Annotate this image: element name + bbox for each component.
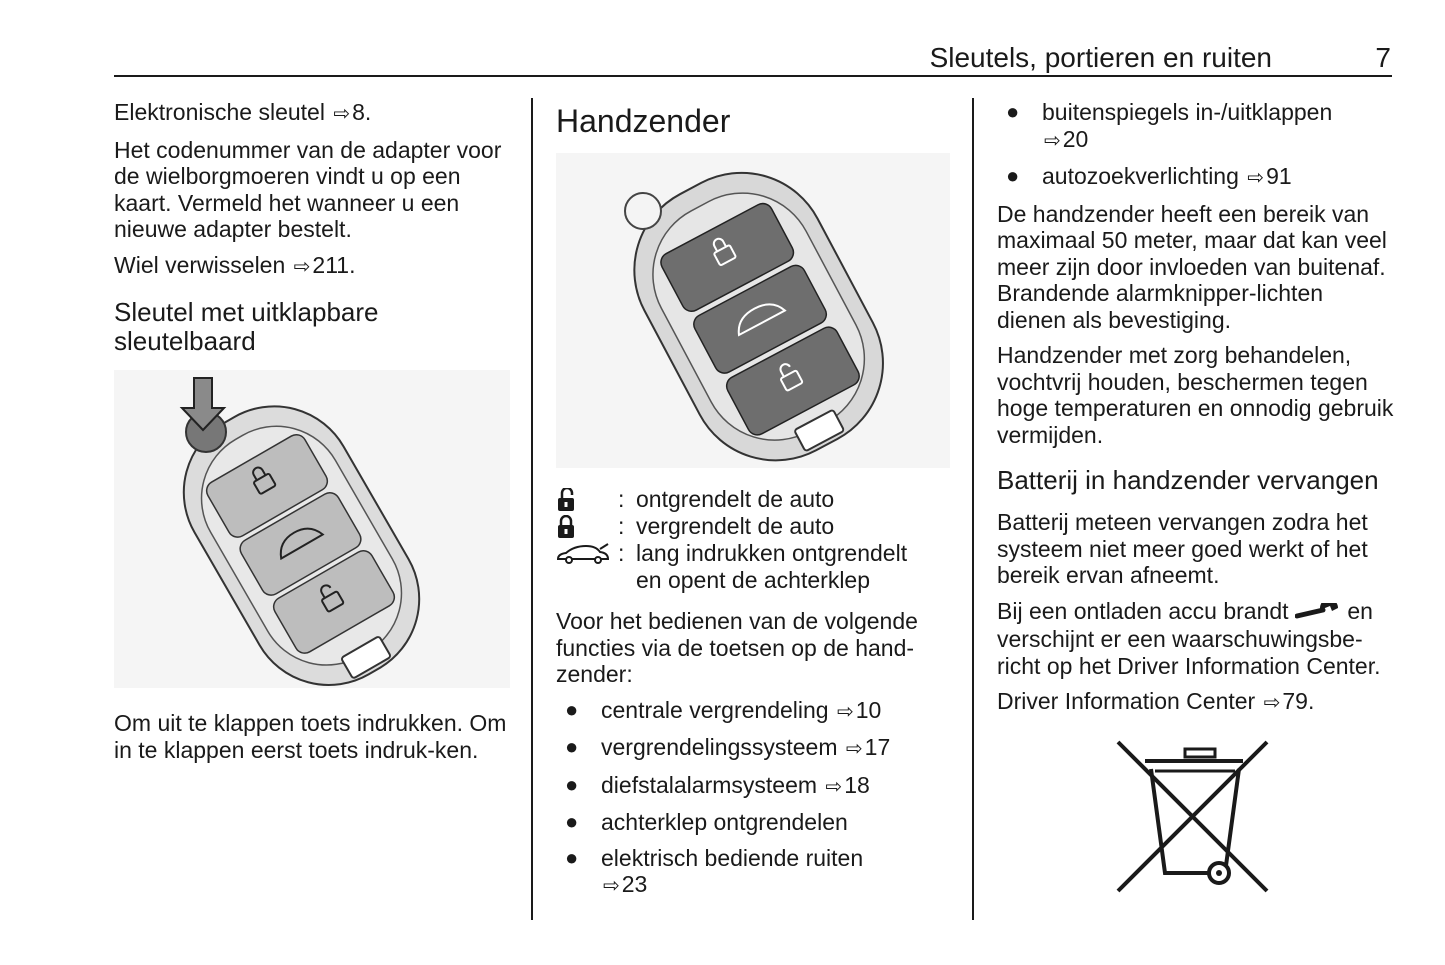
remote-control-illustration (556, 153, 950, 468)
column-2 (556, 99, 956, 909)
paragraph-battery-warning: Bij een ontladen accu brandt en verschijnt er een waarschuwingsbe-richt op het Driver Information Center. (997, 597, 1381, 679)
header-rule (114, 75, 1392, 77)
crossed-out-bin-icon (1115, 739, 1397, 903)
heading-folding-key: Sleutel met uitklapbare sleutelbaard (114, 297, 379, 356)
list-item: ● buitenspiegels in-/uitklappen ⇨20 (997, 99, 1397, 154)
paragraph-wheel-change: Wiel verwisselen ⇨211. (114, 252, 514, 281)
unlock-icon (556, 486, 618, 513)
figure-caption: Om uit te klappen toets indrukken. Om in te klappen eerst toets indruk-ken. (114, 710, 507, 763)
heading-battery-replacement: Batterij in handzender vervangen (997, 465, 1379, 495)
list-item: ● achterklep ontgrendelen (565, 809, 848, 835)
car-tailgate-icon (556, 540, 618, 567)
reference-arrow-icon: ⇨ (1263, 692, 1281, 714)
functions-list-continued (997, 99, 1397, 192)
bullet-icon: ● (1006, 99, 1020, 124)
bullet-icon: ● (565, 696, 579, 722)
legend-row: : lang indrukken ontgrendelt en opent de achterklep (556, 540, 956, 594)
reference-arrow-icon: ⇨ (1247, 167, 1265, 189)
page-reference: 91 (1266, 163, 1292, 189)
button-legend (556, 486, 956, 594)
page-reference: 18 (844, 771, 870, 798)
legend-text: vergrendelt de auto (636, 513, 835, 539)
page-number: 7 (1375, 42, 1391, 73)
column-divider-2 (972, 98, 974, 920)
reference-arrow-icon: ⇨ (825, 775, 843, 798)
column-divider-1 (531, 98, 533, 920)
reference-arrow-icon: ⇨ (293, 255, 311, 278)
heading-remote-control: Handzender (556, 103, 731, 139)
header-title: Sleutels, portieren en ruiten (929, 42, 1272, 73)
bullet-icon: ● (565, 809, 579, 834)
page-reference: 10 (855, 696, 882, 723)
legend-text: lang indrukken ontgrendelt en opent de achterklep (636, 540, 908, 593)
paragraph-electronic-key: Elektronische sleutel ⇨8. (114, 99, 514, 128)
paragraph-dic-reference: Driver Information Center ⇨79. (997, 688, 1397, 717)
bullet-icon: ● (565, 771, 579, 797)
legend-row: : vergrendelt de auto (556, 513, 956, 540)
list-item: ● centrale vergrendeling ⇨10 (556, 697, 956, 726)
bullet-icon: ● (565, 734, 579, 759)
folding-key-illustration (114, 370, 510, 688)
reference-arrow-icon: ⇨ (836, 700, 854, 723)
reference-arrow-icon: ⇨ (845, 738, 863, 760)
lock-icon (556, 513, 618, 540)
list-item: ● autozoekverlichting ⇨91 (997, 163, 1397, 192)
legend-text: ontgrendelt de auto (636, 486, 835, 512)
paragraph-functions-intro: Voor het bedienen van de volgende functies via de toetsen op de hand-zender: (556, 608, 918, 687)
wrench-icon (1295, 600, 1341, 627)
column-3 (997, 99, 1397, 902)
page-reference: 20 (1062, 125, 1089, 152)
reference-arrow-icon: ⇨ (1044, 129, 1061, 152)
paragraph-range: De handzender heeft een bereik van maximaal 50 meter, maar dat kan veel meer zijn door invloeden van buitenaf. Brandende alarmknipper-lichten dienen als bevestiging. (997, 200, 1387, 333)
list-item: ● elektrisch bediende ruiten ⇨23 (556, 845, 956, 900)
legend-row: : ontgrendelt de auto (556, 486, 956, 513)
list-item: ● vergrendelingssysteem ⇨17 (556, 734, 956, 763)
page-reference: 211. (312, 251, 356, 278)
paragraph-care: Handzender met zorg behandelen, vochtvrij houden, beschermen tegen hoge temperaturen en onnodig gebruik vermijden. (997, 342, 1394, 448)
page-reference: 17 (864, 734, 891, 760)
reference-arrow-icon: ⇨ (333, 103, 351, 125)
bullet-icon: ● (1006, 163, 1020, 188)
page-reference: 79. (1282, 688, 1315, 714)
paragraph-battery-replace: Batterij meteen vervangen zodra het systeem niet meer goed werkt of het bereik ervan afneemt. (997, 509, 1368, 588)
list-item: ● diefstalalarmsysteem ⇨18 (556, 772, 956, 801)
paragraph-adapter-code: Het codenummer van de adapter voor de wielborgmoeren vindt u op een kaart. Vermeld het wanneer u een nieuwe adapter bestelt. (114, 136, 502, 242)
column-1 (114, 99, 514, 772)
reference-arrow-icon: ⇨ (603, 875, 620, 897)
page-reference: 23 (621, 871, 648, 897)
page-reference: 8. (352, 99, 372, 125)
bullet-icon: ● (565, 844, 579, 870)
functions-list (556, 697, 956, 900)
